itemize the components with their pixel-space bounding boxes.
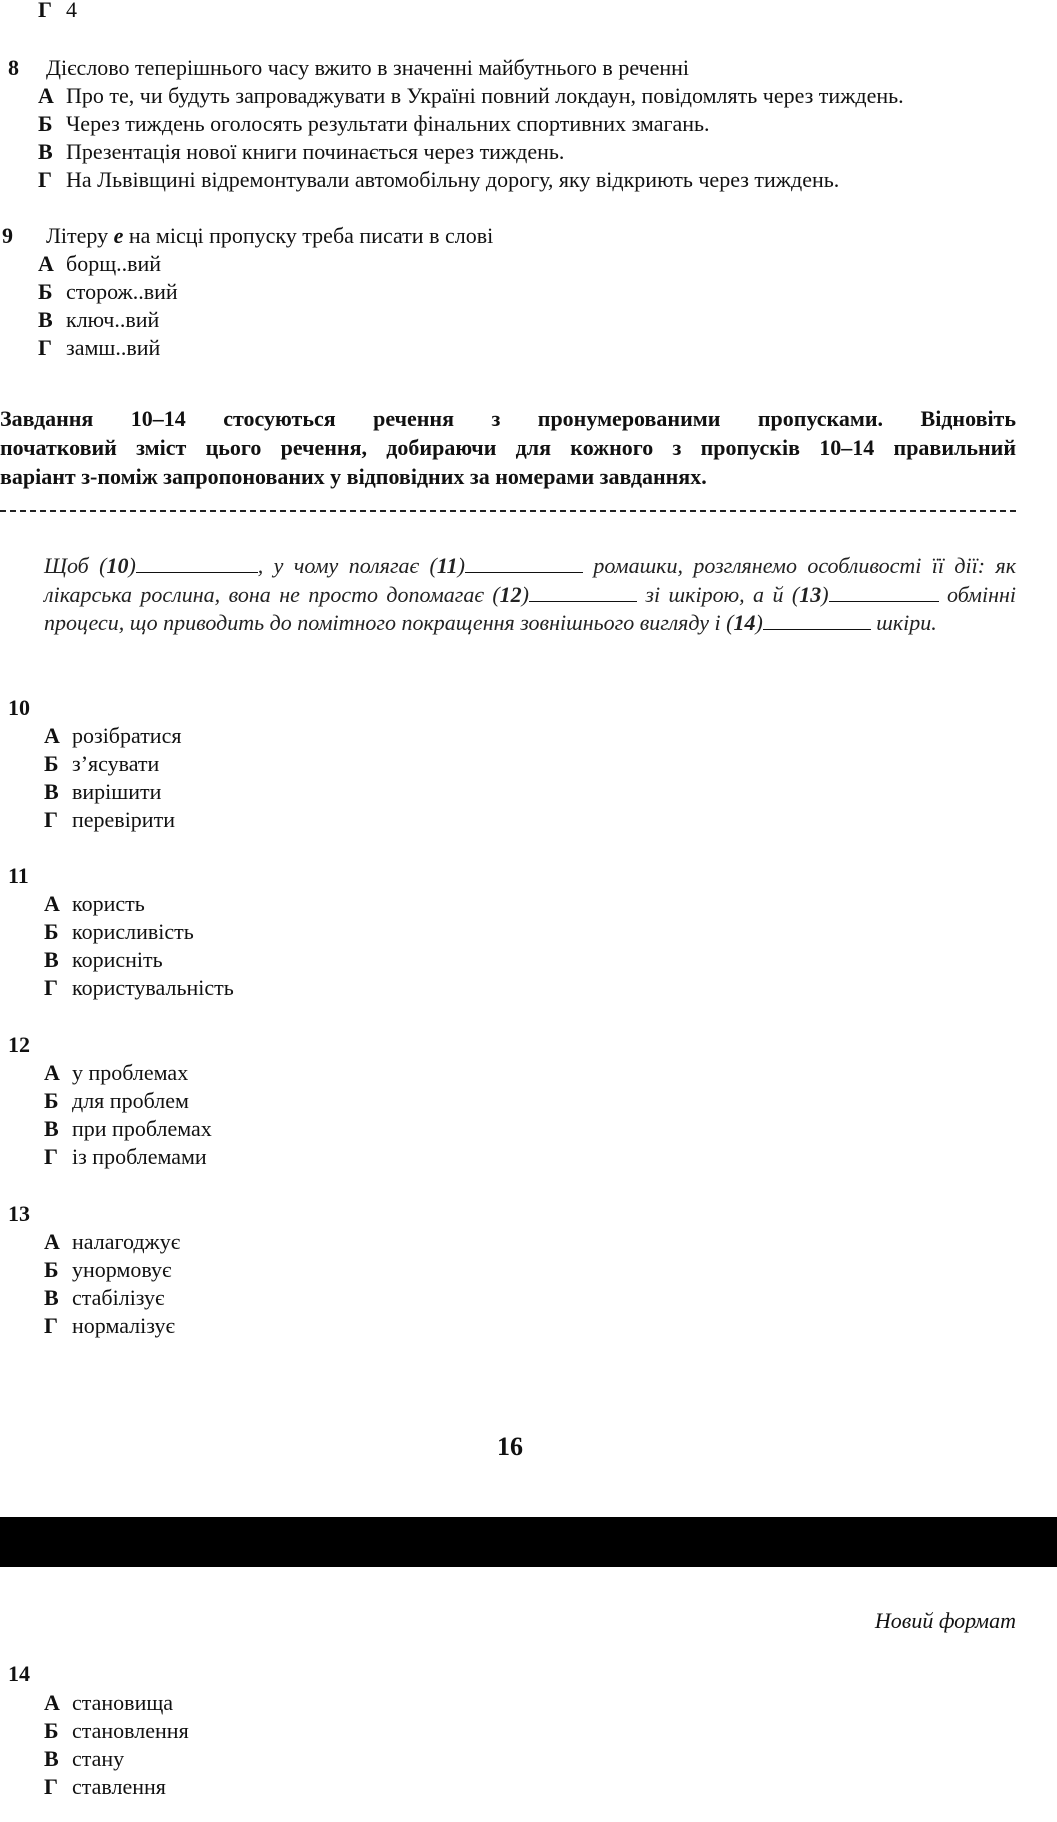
- option-letter: А: [38, 83, 54, 108]
- question-text-start: Літеру: [46, 223, 114, 248]
- option-text: унормовує: [72, 1257, 172, 1282]
- option-text: На Львівщині відремонтували автомобільну дорогу, яку відкриють через тиждень.: [66, 167, 840, 192]
- option-row: [44, 890, 145, 918]
- option-letter: А: [44, 1690, 60, 1715]
- option-letter: Г: [44, 1144, 58, 1169]
- question-8-stem: [8, 54, 689, 82]
- option-text: Про те, чи будуть запроваджувати в Україні повний локдаун, повідомлять через тиждень.: [66, 83, 904, 108]
- page-separator-bar: [0, 1517, 1057, 1567]
- passage-text: обмінні процеси, що приводить до помітного покращення зовнішнього вигляду і (: [44, 581, 1017, 635]
- option-row: [38, 82, 904, 110]
- option-text: нормалізує: [72, 1313, 175, 1338]
- option-row: [44, 1143, 207, 1171]
- gap-blank: [763, 611, 871, 630]
- option-letter: Б: [44, 1088, 59, 1113]
- option-row: [44, 1228, 180, 1256]
- question-number: 14: [8, 1661, 30, 1686]
- instruction-line: початковий зміст цього речення, добираючи для кожного з пропусків 10–14 правильний: [0, 435, 1016, 460]
- passage-text: ромашки, розглянемо особливості її дії: як лікарська рослина, вона не просто допомагає (: [44, 553, 1017, 607]
- question-9-stem: [2, 222, 493, 250]
- option-letter: А: [44, 723, 60, 748]
- option-letter: Б: [44, 1257, 59, 1282]
- question-number: 13: [8, 1201, 30, 1226]
- option-letter: Б: [44, 919, 59, 944]
- option-text: перевірити: [72, 807, 175, 832]
- option-text: з’ясувати: [72, 751, 160, 776]
- format-label: Новий формат: [874, 1608, 1016, 1633]
- passage: [44, 552, 1016, 638]
- option-row: [44, 1717, 189, 1745]
- option-letter: В: [44, 1746, 59, 1771]
- option-row: [44, 750, 159, 778]
- passage-text: зі шкірою, а й (: [637, 581, 800, 607]
- option-text: борщ..вий: [66, 251, 162, 276]
- option-text: користь: [72, 891, 145, 916]
- option-letter: Г: [38, 335, 52, 360]
- option-text: ключ..вий: [66, 307, 160, 332]
- gap-number: 12: [499, 581, 522, 607]
- option-text: вирішити: [72, 779, 162, 804]
- option-row: [44, 1745, 124, 1773]
- option-text: при проблемах: [72, 1116, 212, 1141]
- option-row: [44, 1087, 189, 1115]
- option-letter: Б: [44, 1718, 59, 1743]
- option-row: [38, 306, 159, 334]
- option-text: ставлення: [72, 1774, 166, 1799]
- option-text: корисніть: [72, 947, 163, 972]
- passage-text: Щоб (: [44, 553, 107, 578]
- option-letter: В: [38, 307, 53, 332]
- option-text: сторож..вий: [66, 279, 178, 304]
- passage-text: ): [128, 553, 136, 578]
- option-row: [44, 1115, 212, 1143]
- option-text: становища: [72, 1690, 174, 1715]
- option-letter: Б: [38, 279, 53, 304]
- instruction-block: [0, 404, 1016, 491]
- option-text: із проблемами: [72, 1144, 207, 1169]
- question-number: 10: [8, 695, 30, 720]
- option-row: [44, 1059, 188, 1087]
- option-letter: А: [44, 891, 60, 916]
- gap-blank: [465, 554, 583, 573]
- option-row: [38, 0, 77, 24]
- option-row: [44, 1312, 175, 1340]
- option-letter: В: [44, 1116, 59, 1141]
- option-row: [44, 946, 163, 974]
- option-text: замш..вий: [66, 335, 161, 360]
- option-letter: Г: [44, 1313, 58, 1338]
- option-text: для проблем: [72, 1088, 189, 1113]
- question-number: 8: [8, 55, 19, 80]
- gap-blank: [829, 583, 939, 602]
- option-row: [38, 138, 564, 166]
- gap-blank: [136, 554, 258, 573]
- question-number: 12: [8, 1032, 30, 1057]
- option-letter: Б: [44, 751, 59, 776]
- option-letter: В: [44, 1285, 59, 1310]
- question-text: Дієслово теперішнього часу вжито в значенні майбутнього в реченні: [46, 55, 690, 80]
- question-emphasis: е: [113, 223, 124, 248]
- option-letter: А: [38, 251, 54, 276]
- page-number: 16: [497, 1432, 523, 1461]
- option-letter: В: [44, 779, 59, 804]
- passage-text: ): [755, 610, 763, 635]
- passage-text: ): [821, 581, 829, 607]
- option-text: корисливість: [72, 919, 194, 944]
- question-text-end: на місці пропуску треба писати в слові: [123, 223, 494, 248]
- question-number: 9: [2, 223, 13, 248]
- option-row: [44, 974, 234, 1002]
- option-letter: А: [44, 1060, 60, 1085]
- gap-blank: [529, 583, 637, 602]
- option-text: розібратися: [72, 723, 182, 748]
- option-row: [38, 250, 161, 278]
- option-letter: Г: [44, 1774, 58, 1799]
- option-row: [44, 1689, 173, 1717]
- option-text: користувальність: [72, 975, 234, 1000]
- option-letter: А: [44, 1229, 60, 1254]
- option-letter: Г: [38, 167, 52, 192]
- option-text: Через тиждень оголосять результати фінальних спортивних змагань.: [66, 111, 710, 136]
- option-letter: Б: [38, 111, 53, 136]
- option-text: 4: [66, 0, 77, 22]
- option-text: налагоджує: [72, 1229, 181, 1254]
- option-text: становлення: [72, 1718, 189, 1743]
- option-row: [44, 806, 175, 834]
- option-row: [38, 278, 178, 306]
- option-letter: В: [38, 139, 53, 164]
- instruction-line: Завдання 10–14 стосуються речення з пронумерованими пропусками. Відновіть: [0, 406, 1016, 431]
- option-row: [38, 166, 839, 194]
- gap-number: 11: [436, 553, 458, 578]
- gap-number: 13: [799, 581, 822, 607]
- gap-number: 10: [106, 553, 129, 578]
- option-text: у проблемах: [72, 1060, 189, 1085]
- gap-number: 14: [733, 610, 756, 635]
- option-letter: Г: [44, 975, 58, 1000]
- question-number: 11: [8, 863, 29, 888]
- option-row: [44, 778, 161, 806]
- option-row: [44, 918, 194, 946]
- passage-text: ): [521, 581, 529, 607]
- option-row: [44, 722, 181, 750]
- option-letter: В: [44, 947, 59, 972]
- option-row: [38, 110, 710, 138]
- instruction-line: варіант з-поміж запропонованих у відповідних за номерами завданнях.: [0, 464, 707, 489]
- option-row: [44, 1256, 171, 1284]
- option-text: стану: [72, 1746, 125, 1771]
- option-text: Презентація нової книги починається через тиждень.: [66, 139, 565, 164]
- passage-text: ): [457, 553, 465, 578]
- passage-text: , у чому полягає (: [257, 553, 437, 578]
- dashed-divider: [0, 510, 1016, 512]
- passage-text: шкіри.: [870, 610, 937, 635]
- option-letter: Г: [44, 807, 58, 832]
- option-row: [44, 1284, 164, 1312]
- option-row: [44, 1773, 166, 1801]
- option-row: [38, 334, 160, 362]
- option-letter: Г: [38, 0, 52, 22]
- option-text: стабілізує: [72, 1285, 165, 1310]
